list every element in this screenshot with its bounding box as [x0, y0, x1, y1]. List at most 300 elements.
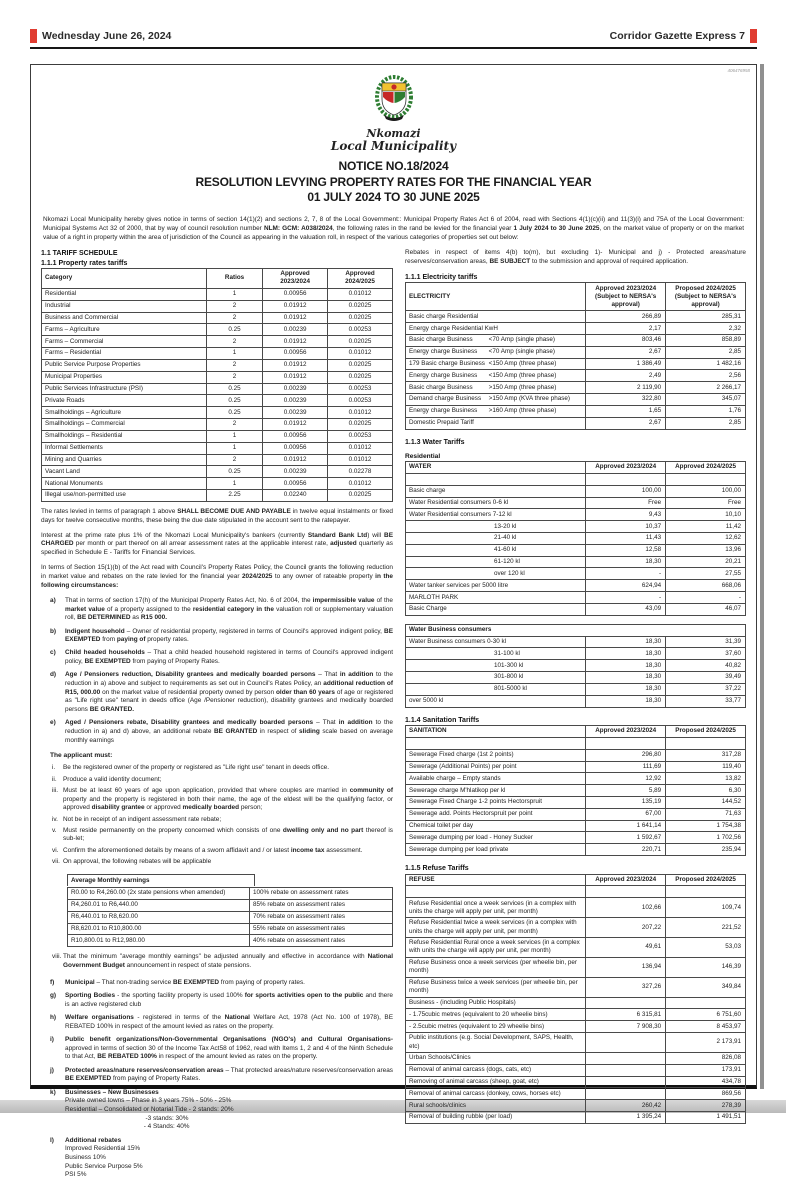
table-row [406, 977, 746, 997]
ad-reference-number: 406476958 [727, 68, 750, 73]
row-label: 21-40 kl [406, 532, 586, 544]
row-label: R6,440.01 to R8,620.00 [68, 911, 250, 923]
row-label: 301-800 kl [406, 672, 586, 684]
table-row [68, 899, 393, 911]
row-label: Removing of animal carcass (sheep, goat, etc) [406, 1076, 586, 1088]
row-value: 109,74 [666, 898, 746, 918]
row-label: Basic charge [406, 485, 586, 497]
list-text: That the minimum "average monthly earnings" be adjusted annually and effective in accordance with National Government Budget announcement in respect of state pensions. [63, 953, 393, 969]
list-item [41, 979, 393, 988]
row-label: Vacant Land [42, 466, 207, 478]
row-value: 1 386,49 [586, 358, 666, 370]
col-header-proposed-2425: Proposed 2024/2025 (Subject to NERSA's approval) [666, 283, 746, 311]
table-row [406, 886, 746, 898]
row-label: Water Residential consumers 0-6 kl [406, 497, 586, 509]
table-row [68, 888, 393, 900]
earnings-table-header: Average Monthly earnings [67, 874, 255, 886]
list-marker: l) [50, 1136, 54, 1144]
table-header-row [406, 624, 746, 636]
table-row [406, 957, 746, 977]
row-value: 0.02025 [328, 312, 393, 324]
row-value: 0.00253 [328, 430, 393, 442]
row-value: 18,30 [586, 695, 666, 707]
row-value: 266,89 [586, 311, 666, 323]
row-value: 31,39 [666, 636, 746, 648]
row-label: Refuse Residential Rural once a week services (in a complex with units the charge will apply per unit, per month) [406, 937, 586, 957]
row-label: Smallholdings – Agriculture [42, 407, 207, 419]
col-header-approved-2324: Approved 2023/2024 [586, 726, 666, 738]
row-value: 858,89 [666, 334, 746, 346]
row-value: 146,39 [666, 957, 746, 977]
row-value: 2,49 [586, 370, 666, 382]
table-row [406, 898, 746, 918]
row-value: 5,89 [586, 785, 666, 797]
list-text: Aged / Pensioners rebate, Disability grantees and medically boarded persons – That in addition to the reduction in a) and d) above, an additional rebate BE GRANTED in respect of sliding scale based on average monthly earnings [65, 719, 394, 744]
row-value: 2,32 [666, 323, 746, 335]
row-value [666, 886, 746, 898]
row-value: 0.00239 [263, 383, 328, 395]
table-row [406, 497, 746, 509]
row-value: 18,30 [586, 648, 666, 660]
row-label [406, 473, 586, 485]
list-text: Must reside permanently on the property concerned which consists of one dwelling only and no part thereof is sub-let; [63, 826, 393, 843]
table-row [406, 820, 746, 832]
table-row [406, 672, 746, 684]
row-value: 12,62 [666, 532, 746, 544]
row-value: 0.01012 [328, 348, 393, 360]
municipal-crest [41, 75, 746, 153]
table-row [406, 761, 746, 773]
row-value: 1 [206, 478, 262, 490]
row-value: 40,82 [666, 660, 746, 672]
row-value: Free [586, 497, 666, 509]
row-label: Business - (including Public Hospitals) [406, 997, 586, 1009]
row-value: 235,94 [666, 844, 746, 856]
row-value: 46,07 [666, 603, 746, 615]
row-label: Demand charge Business >150 Amp (KVA three phase) [406, 394, 586, 406]
row-label: Energy charge Business <70 Amp (single phase) [406, 346, 586, 358]
row-label [406, 886, 586, 898]
list-item [41, 628, 393, 645]
table-row [406, 844, 746, 856]
row-value: 869,56 [666, 1088, 746, 1100]
row-label: Available charge – Empty stands [406, 773, 586, 785]
row-value: 2.25 [206, 489, 262, 501]
col-header-approved-2324: Approved 2023/2024 [263, 269, 328, 289]
list-text: Businesses – New Businesses Private owned towns – Phase in 3 years 75% - 50% - 25% Residential – Consolidated or Notarial Tide - 2 stands: 20% -3 stands: 30% - 4 Stands: 40% [65, 1088, 234, 1131]
row-label: Water Business consumers 0-30 kl [406, 636, 586, 648]
row-value: 2,67 [586, 346, 666, 358]
scan-edge-right [760, 64, 764, 1089]
row-value: 0.01012 [328, 454, 393, 466]
list-marker: j) [50, 1066, 54, 1074]
electricity-heading: 1.1.1 Electricity tariffs [405, 273, 478, 281]
col-header-approved-2324: Approved 2023/2024 [586, 462, 666, 474]
row-value: 0.02025 [328, 359, 393, 371]
municipality-name-line1: Nkomazi [366, 127, 421, 140]
table-row [406, 1021, 746, 1033]
table-row [68, 911, 393, 923]
row-value: 349,84 [666, 977, 746, 997]
row-value: 119,40 [666, 761, 746, 773]
table-row [406, 1052, 746, 1064]
row-value [586, 737, 666, 749]
row-value: 2,85 [666, 417, 746, 429]
row-label: Basic charge Residential [406, 311, 586, 323]
table-row [406, 346, 746, 358]
row-label: Mining and Quarries [42, 454, 207, 466]
table-row [406, 937, 746, 957]
row-value: 0.00956 [263, 442, 328, 454]
rebates-note: Rebates in respect of items 4(b) to(m), but excluding 1)- Municipal and j) - Protected areas/nature reserves/conservation areas, BE SUBJECT to the submission and approval of required application. [405, 249, 746, 266]
row-value: 0.00239 [263, 324, 328, 336]
list-marker: ii. [52, 775, 57, 783]
table-row [406, 1009, 746, 1021]
row-label: Basic charge Business <70 Amp (single phase) [406, 334, 586, 346]
applicant-roman-list [41, 764, 393, 866]
row-label: Sewerage dumping per load - Honey Sucker [406, 832, 586, 844]
list-item [41, 1137, 393, 1181]
municipality-name-line2: Local Municipality [330, 139, 457, 154]
row-label: Public institutions (e.g. Social Development, SAPS, Health, etc) [406, 1033, 586, 1053]
row-label: Sewerage add. Points Hectorspruit per point [406, 808, 586, 820]
list-item [41, 719, 393, 745]
electricity-table [405, 282, 746, 429]
row-label: Rural schools/clinics [406, 1100, 586, 1112]
row-value: 27,55 [666, 568, 746, 580]
row-value: 668,06 [666, 580, 746, 592]
list-marker: a) [50, 596, 56, 604]
masthead-date [30, 29, 171, 43]
row-label: Residential [42, 288, 207, 300]
table-row [406, 417, 746, 429]
row-value: 1 [206, 430, 262, 442]
table-row [68, 923, 393, 935]
row-value: 85% rebate on assessment rates [250, 899, 393, 911]
row-value: 0.00253 [328, 383, 393, 395]
row-label: Farms – Agriculture [42, 324, 207, 336]
sanitation-table [405, 725, 746, 856]
list-text: Must be at least 60 years of age upon application, provided that where couples are married in community of property and the property is registered in both their name, the age of the eldest will be the qualifying factor, or approved disability grantee or approved medically boarded person; [63, 786, 394, 812]
row-value: 173,91 [666, 1064, 746, 1076]
list-item [41, 1067, 393, 1084]
row-value [666, 737, 746, 749]
row-label: Energy charge Business >160 Amp (three phase) [406, 405, 586, 417]
col-header-sanitation: SANITATION [406, 726, 586, 738]
col-header-ratios: Ratios [206, 269, 262, 289]
row-value: 2 119,90 [586, 382, 666, 394]
row-value: 1 592,67 [586, 832, 666, 844]
list-item [41, 827, 393, 844]
row-value: 9,43 [586, 509, 666, 521]
row-value: 0.02025 [328, 371, 393, 383]
row-value: 0.01012 [328, 442, 393, 454]
row-value: 18,30 [586, 672, 666, 684]
list-marker: vi. [52, 846, 59, 854]
viii-item [41, 953, 393, 970]
row-value: 13,96 [666, 544, 746, 556]
list-item [41, 1014, 393, 1031]
row-value: 10,37 [586, 521, 666, 533]
row-value: 0.00239 [263, 466, 328, 478]
row-value: 18,30 [586, 683, 666, 695]
list-marker: e) [50, 719, 56, 727]
row-value: - [586, 592, 666, 604]
list-item [41, 1089, 393, 1133]
row-value: 322,80 [586, 394, 666, 406]
table-row [406, 1064, 746, 1076]
row-label: 13-20 kl [406, 521, 586, 533]
row-label: MARLOTH PARK [406, 592, 586, 604]
list-item [41, 597, 393, 623]
row-label: Sewerage charge M'hlatikop per kl [406, 785, 586, 797]
right-column [405, 249, 746, 1124]
property-rates-heading: 1.1.1 Property rates tariffs [41, 259, 128, 267]
reduction-letter-list [41, 597, 393, 746]
water-heading: 1.1.3 Water Tariffs [405, 438, 465, 446]
row-label: Basic Charge [406, 603, 586, 615]
row-value: 1,65 [586, 405, 666, 417]
row-value: 11,42 [666, 521, 746, 533]
list-text: Protected areas/nature reserves/conservation areas – That protected areas/nature reserves/conservation areas BE EXEMPTED from paying of Property Rates. [65, 1066, 393, 1083]
row-label: Illegal use/non-permitted use [42, 489, 207, 501]
col-header-electricity: ELECTRICITY [406, 283, 586, 311]
row-value: 0.01012 [328, 478, 393, 490]
row-value: 0.25 [206, 407, 262, 419]
col-header-water: WATER [406, 462, 586, 474]
row-label: Removal of building rubble (per load) [406, 1112, 586, 1124]
list-text: On approval, the following rebates will be applicable [63, 857, 212, 865]
row-label: National Monuments [42, 478, 207, 490]
list-marker: h) [50, 1014, 57, 1022]
row-label: Smallholdings – Residential [42, 430, 207, 442]
row-label: Industrial [42, 300, 207, 312]
table-row [406, 1112, 746, 1124]
row-label: Refuse Residential once a week services (in a complex with units the charge will apply per unit, per month) [406, 898, 586, 918]
list-text: Additional rebates Improved Residential 15% Business 10% Public Service Purpose 5% PSI 5% [65, 1136, 143, 1179]
row-value: 111,69 [586, 761, 666, 773]
row-value: 2,17 [586, 323, 666, 335]
row-label [406, 737, 586, 749]
row-value: 37,22 [666, 683, 746, 695]
table-row [406, 370, 746, 382]
list-item [41, 649, 393, 666]
row-value: 12,58 [586, 544, 666, 556]
row-value [586, 1052, 666, 1064]
row-value: 100,00 [666, 485, 746, 497]
row-label: Farms – Residential [42, 348, 207, 360]
table-row [42, 359, 393, 371]
row-value [586, 1064, 666, 1076]
row-value: 207,22 [586, 918, 666, 938]
notice-box [30, 64, 757, 1179]
table-row [406, 832, 746, 844]
table-row [42, 383, 393, 395]
red-accent-left [30, 29, 37, 43]
list-text: Confirm the aforementioned details by means of a sworn affidavit and / or latest income tax assessment. [63, 846, 363, 854]
list-marker: f) [50, 979, 55, 987]
row-value: 100,00 [586, 485, 666, 497]
row-value: 803,46 [586, 334, 666, 346]
table-row [406, 521, 746, 533]
row-value: 1 395,24 [586, 1112, 666, 1124]
notice-number: NOTICE NO.18/2024 [338, 159, 449, 174]
row-value: 2,67 [586, 417, 666, 429]
list-item [41, 847, 393, 856]
notice-title-line2: 01 JULY 2024 TO 30 JUNE 2025 [307, 190, 480, 205]
list-text: Child headed households – That a child headed household registered in terms of Council's approved indigent policy, BE EXEMPTED from paying of Property Rates. [65, 649, 393, 666]
row-value: 2 [206, 371, 262, 383]
masthead-rule [30, 47, 757, 49]
row-value: 1 [206, 348, 262, 360]
col-header-approved-2324: Approved 2023/2024 [586, 874, 666, 886]
table-row [42, 336, 393, 348]
table-row [406, 544, 746, 556]
row-value: 0.00253 [328, 324, 393, 336]
list-text: Municipal – That non-trading service BE EXEMPTED from paying of property rates. [65, 979, 305, 987]
list-text: Produce a valid identity document; [63, 775, 162, 783]
row-value: 18,30 [586, 556, 666, 568]
row-value: 49,61 [586, 937, 666, 957]
list-item [41, 787, 393, 813]
list-text: Not be in receipt of an indigent assessment rate rebate; [63, 815, 222, 823]
row-value: 0.01912 [263, 359, 328, 371]
table-header-row [406, 726, 746, 738]
table-row [406, 358, 746, 370]
row-value: 37,60 [666, 648, 746, 660]
row-value: 135,19 [586, 796, 666, 808]
row-value: 2 [206, 454, 262, 466]
notice-title-line1: RESOLUTION LEVYING PROPERTY RATES FOR THE FINANCIAL YEAR [195, 174, 592, 189]
table-row [406, 334, 746, 346]
list-item [41, 776, 393, 785]
row-label: 61-120 kl [406, 556, 586, 568]
row-value: 0.02025 [328, 300, 393, 312]
list-marker: vii. [52, 857, 60, 865]
row-value: 33,77 [666, 695, 746, 707]
table-header-row [406, 462, 746, 474]
row-label: Urban Schools/Clinics [406, 1052, 586, 1064]
list-item [41, 953, 393, 970]
row-label: Informal Settlements [42, 442, 207, 454]
row-label: Refuse Business once a week services (per wheelie bin, per month) [406, 957, 586, 977]
table-row [42, 419, 393, 431]
row-label: Sewerage Fixed charge (1st 2 points) [406, 749, 586, 761]
water-business-label: Water Business consumers [406, 624, 746, 636]
row-value: 0.02025 [328, 419, 393, 431]
list-marker: k) [50, 1088, 56, 1096]
table-row [42, 288, 393, 300]
masthead-paper [610, 29, 757, 43]
row-label: - 2.5cubic metres (equivalent to 29 wheelie bins) [406, 1021, 586, 1033]
table-row [42, 478, 393, 490]
table-row [406, 737, 746, 749]
col-header-proposed-2425: Proposed 2024/2025 [666, 874, 746, 886]
row-label: Water tanker services per 5000 litre [406, 580, 586, 592]
rates-paragraphs [41, 508, 393, 591]
notice-titles [41, 159, 746, 206]
row-value: 70% rebate on assessment rates [250, 911, 393, 923]
col-header-approved-2324: Approved 2023/2024 (Subject to NERSA's approval) [586, 283, 666, 311]
table-row [42, 466, 393, 478]
row-value: 2 [206, 300, 262, 312]
list-item [41, 992, 393, 1009]
table-row [42, 312, 393, 324]
row-value: 624,94 [586, 580, 666, 592]
row-value: 260,42 [586, 1100, 666, 1112]
row-value: - [586, 568, 666, 580]
list-marker: g) [50, 992, 57, 1000]
row-value: 2 [206, 312, 262, 324]
row-value: 0.01912 [263, 371, 328, 383]
list-marker: iv. [52, 815, 58, 823]
property-rates-table [41, 268, 393, 502]
refuse-heading: 1.1.5 Refuse Tariffs [405, 865, 469, 873]
row-value: 327,26 [586, 977, 666, 997]
table-row [406, 749, 746, 761]
water-residential-table [405, 461, 746, 616]
list-item [41, 764, 393, 773]
list-marker: i. [52, 764, 56, 772]
row-value: 40% rebate on assessment rates [250, 935, 393, 947]
list-text: That in terms of section 17(h) of the Municipal Property Rates Act, No. 6 of 2004, the impermissible value of the market value of a property assigned to the residential category in the valuation roll or supplementary valuation roll, BE DETERMINED as R15 000. [65, 596, 393, 622]
row-label: Farms – Commercial [42, 336, 207, 348]
row-label: Refuse Business twice a week services (per wheelie bin, per month) [406, 977, 586, 997]
table-row [406, 1100, 746, 1112]
row-label: R10,800.01 to R12,980.00 [68, 935, 250, 947]
row-value: 2,56 [666, 370, 746, 382]
row-value: 20,21 [666, 556, 746, 568]
water-business-table [405, 624, 746, 708]
table-row [406, 796, 746, 808]
row-value [666, 473, 746, 485]
table-row [42, 442, 393, 454]
table-row [406, 473, 746, 485]
row-value: 0.01912 [263, 454, 328, 466]
row-label: Public Service Purpose Properties [42, 359, 207, 371]
list-text: Age / Pensioners reduction, Disability grantees and medically boarded persons – That in addition to the reduction in a) above and subject to requirements as set out in Council's Rates Policy, an additional reduction of R15, 000.00 on the market value of residential property owned by person older than 60 years of age or registered as "Life right use" tenant in deeds office (Age /Pensioner reduction), disability grantees and medically boarded persons BE GRANTED. [65, 671, 393, 714]
paragraph-reductions: In terms of Section 15(1)(b) of the Act read with Council's Property Rates Policy, the Council grants the following reduction in market value and rebates on the rate levied for the financial year 2024/2025 to any owner of rateable property in the following circumstances: [41, 564, 393, 590]
row-value: 285,31 [666, 311, 746, 323]
table-row [42, 454, 393, 466]
paragraph-interest: Interest at the prime rate plus 1% of the Nkomazi Local Municipality's bankers (currently Standard Bank Ltd) will BE CHARGED per month or part thereof on all arrear assessment rates at the applicable interest rate, adjusted quarterly as specified in Schedule E - Tariffs for Financial Services. [41, 531, 393, 557]
row-label: Sewerage dumping per load private [406, 844, 586, 856]
water-residential-label: Residential [405, 453, 441, 461]
row-label: Public Services Infrastructure (PSI) [42, 383, 207, 395]
row-value: 0.02278 [328, 466, 393, 478]
table-row [406, 1076, 746, 1088]
row-label: Domestic Prepaid Tariff [406, 417, 586, 429]
list-marker: b) [50, 627, 57, 635]
row-value: 8 453,97 [666, 1021, 746, 1033]
row-value: 0.00956 [263, 348, 328, 360]
date-text: Wednesday June 26, 2024 [42, 30, 172, 42]
row-value: 0.01912 [263, 300, 328, 312]
row-value: 6,30 [666, 785, 746, 797]
row-value: 0.00956 [263, 430, 328, 442]
table-row [406, 997, 746, 1009]
table-row [406, 660, 746, 672]
row-value: 43,09 [586, 603, 666, 615]
row-value: 0.25 [206, 466, 262, 478]
row-value: 53,03 [666, 937, 746, 957]
row-label: Sewerage (Additional Points) per point [406, 761, 586, 773]
row-value: 0.25 [206, 383, 262, 395]
list-text: Be the registered owner of the property or registered as "Life right use" tenant in deeds office. [63, 764, 330, 772]
table-row [406, 311, 746, 323]
applicant-heading: The applicant must: [50, 752, 113, 760]
row-value: 0.00239 [263, 407, 328, 419]
